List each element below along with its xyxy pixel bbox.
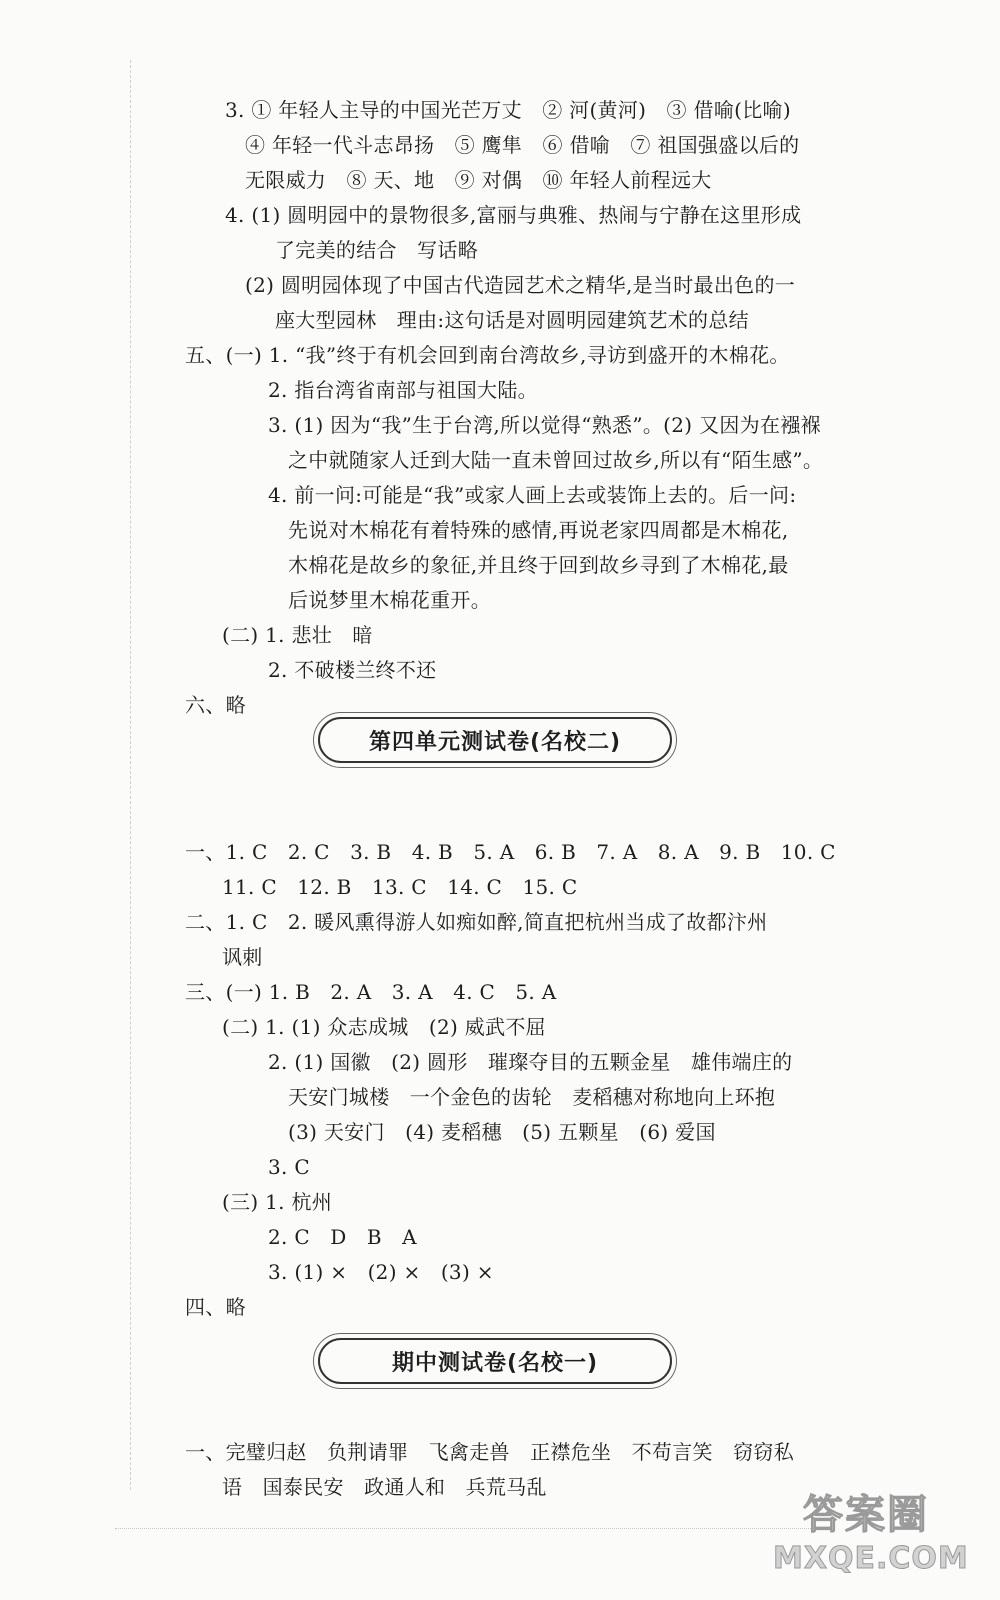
answer-line: 二、1. C 2. 暖风熏得游人如痴如醉,简直把杭州当成了故都汴州 [185, 910, 768, 934]
answer-line: 2. 指台湾省南部与祖国大陆。 [268, 378, 538, 402]
answer-line: ④ 年轻一代斗志昂扬 ⑤ 鹰隼 ⑥ 借喻 ⑦ 祖国强盛以后的 [245, 133, 800, 157]
section-title: 第四单元测试卷(名校二) [368, 729, 622, 755]
answer-line: 语 国泰民安 政通人和 兵荒马乱 [222, 1475, 547, 1499]
answer-line: 2. (1) 国徽 (2) 圆形 璀璨夺目的五颗金星 雄伟端庄的 [268, 1050, 793, 1074]
answer-line: 四、略 [185, 1295, 246, 1319]
answer-line: 3. ① 年轻人主导的中国光芒万丈 ② 河(黄河) ③ 借喻(比喻) [225, 98, 791, 122]
answer-line: 2. 不破楼兰终不还 [268, 658, 437, 682]
answer-line: 讽刺 [222, 945, 263, 969]
watermark-domain-text: MXQE.COM [773, 1541, 969, 1576]
answer-line: 3. (1) × (2) × (3) × [268, 1260, 494, 1284]
answer-line: 后说梦里木棉花重开。 [288, 588, 491, 612]
answer-line: (2) 圆明园体现了中国古代造园艺术之精华,是当时最出色的一 [245, 273, 796, 297]
section-title-banner [318, 1338, 672, 1384]
answer-line: 11. C 12. B 13. C 14. C 15. C [222, 875, 578, 899]
binding-margin-line [130, 60, 131, 1490]
answer-line: 4. (1) 圆明园中的景物很多,富丽与典雅、热闹与宁静在这里形成 [225, 203, 802, 227]
site-watermark-logo [773, 1483, 988, 1588]
answer-line: (二) 1. 悲壮 暗 [222, 623, 373, 647]
answer-line: 4. 前一问:可能是“我”或家人画上去或装饰上去的。后一问: [268, 483, 797, 507]
answer-line: 无限威力 ⑧ 天、地 ⑨ 对偶 ⑩ 年轻人前程远大 [245, 168, 712, 192]
answer-line: 3. C [268, 1155, 310, 1179]
answer-line: 天安门城楼 一个金色的齿轮 麦稻穗对称地向上环抱 [288, 1085, 776, 1109]
watermark-top-text: 答案圈 [803, 1492, 929, 1538]
answer-line: (三) 1. 杭州 [222, 1190, 333, 1214]
answer-line: 座大型园林 理由:这句话是对圆明园建筑艺术的总结 [275, 308, 749, 332]
section-title: 期中测试卷(名校一) [391, 1350, 599, 1376]
answer-line: (二) 1. (1) 众志成城 (2) 威武不屈 [222, 1015, 546, 1039]
answer-line: 3. (1) 因为“我”生于台湾,所以觉得“熟悉”。(2) 又因为在襁褓 [268, 413, 821, 437]
answer-line: 木棉花是故乡的象征,并且终于回到故乡寻到了木棉花,最 [288, 553, 789, 577]
answer-line: 五、(一) 1. “我”终于有机会回到南台湾故乡,寻访到盛开的木棉花。 [185, 343, 790, 367]
answer-line: 之中就随家人迁到大陆一直未曾回过故乡,所以有“陌生感”。 [288, 448, 824, 472]
page-bottom-rule [115, 1528, 815, 1529]
answer-line: 一、1. C 2. C 3. B 4. B 5. A 6. B 7. A 8. A 9. B 10. C [185, 840, 836, 864]
answer-line: 先说对木棉花有着特殊的感情,再说老家四周都是木棉花, [288, 518, 789, 542]
answer-line: (3) 天安门 (4) 麦稻穗 (5) 五颗星 (6) 爱国 [288, 1120, 716, 1144]
answer-line: 三、(一) 1. B 2. A 3. A 4. C 5. A [185, 980, 557, 1004]
answer-line: 2. C D B A [268, 1225, 417, 1249]
answer-line: 一、完璧归赵 负荆请罪 飞禽走兽 正襟危坐 不苟言笑 窃窃私 [185, 1440, 794, 1464]
section-title-banner [318, 717, 672, 763]
answer-line: 六、略 [185, 693, 246, 717]
answer-line: 了完美的结合 写话略 [275, 238, 478, 262]
